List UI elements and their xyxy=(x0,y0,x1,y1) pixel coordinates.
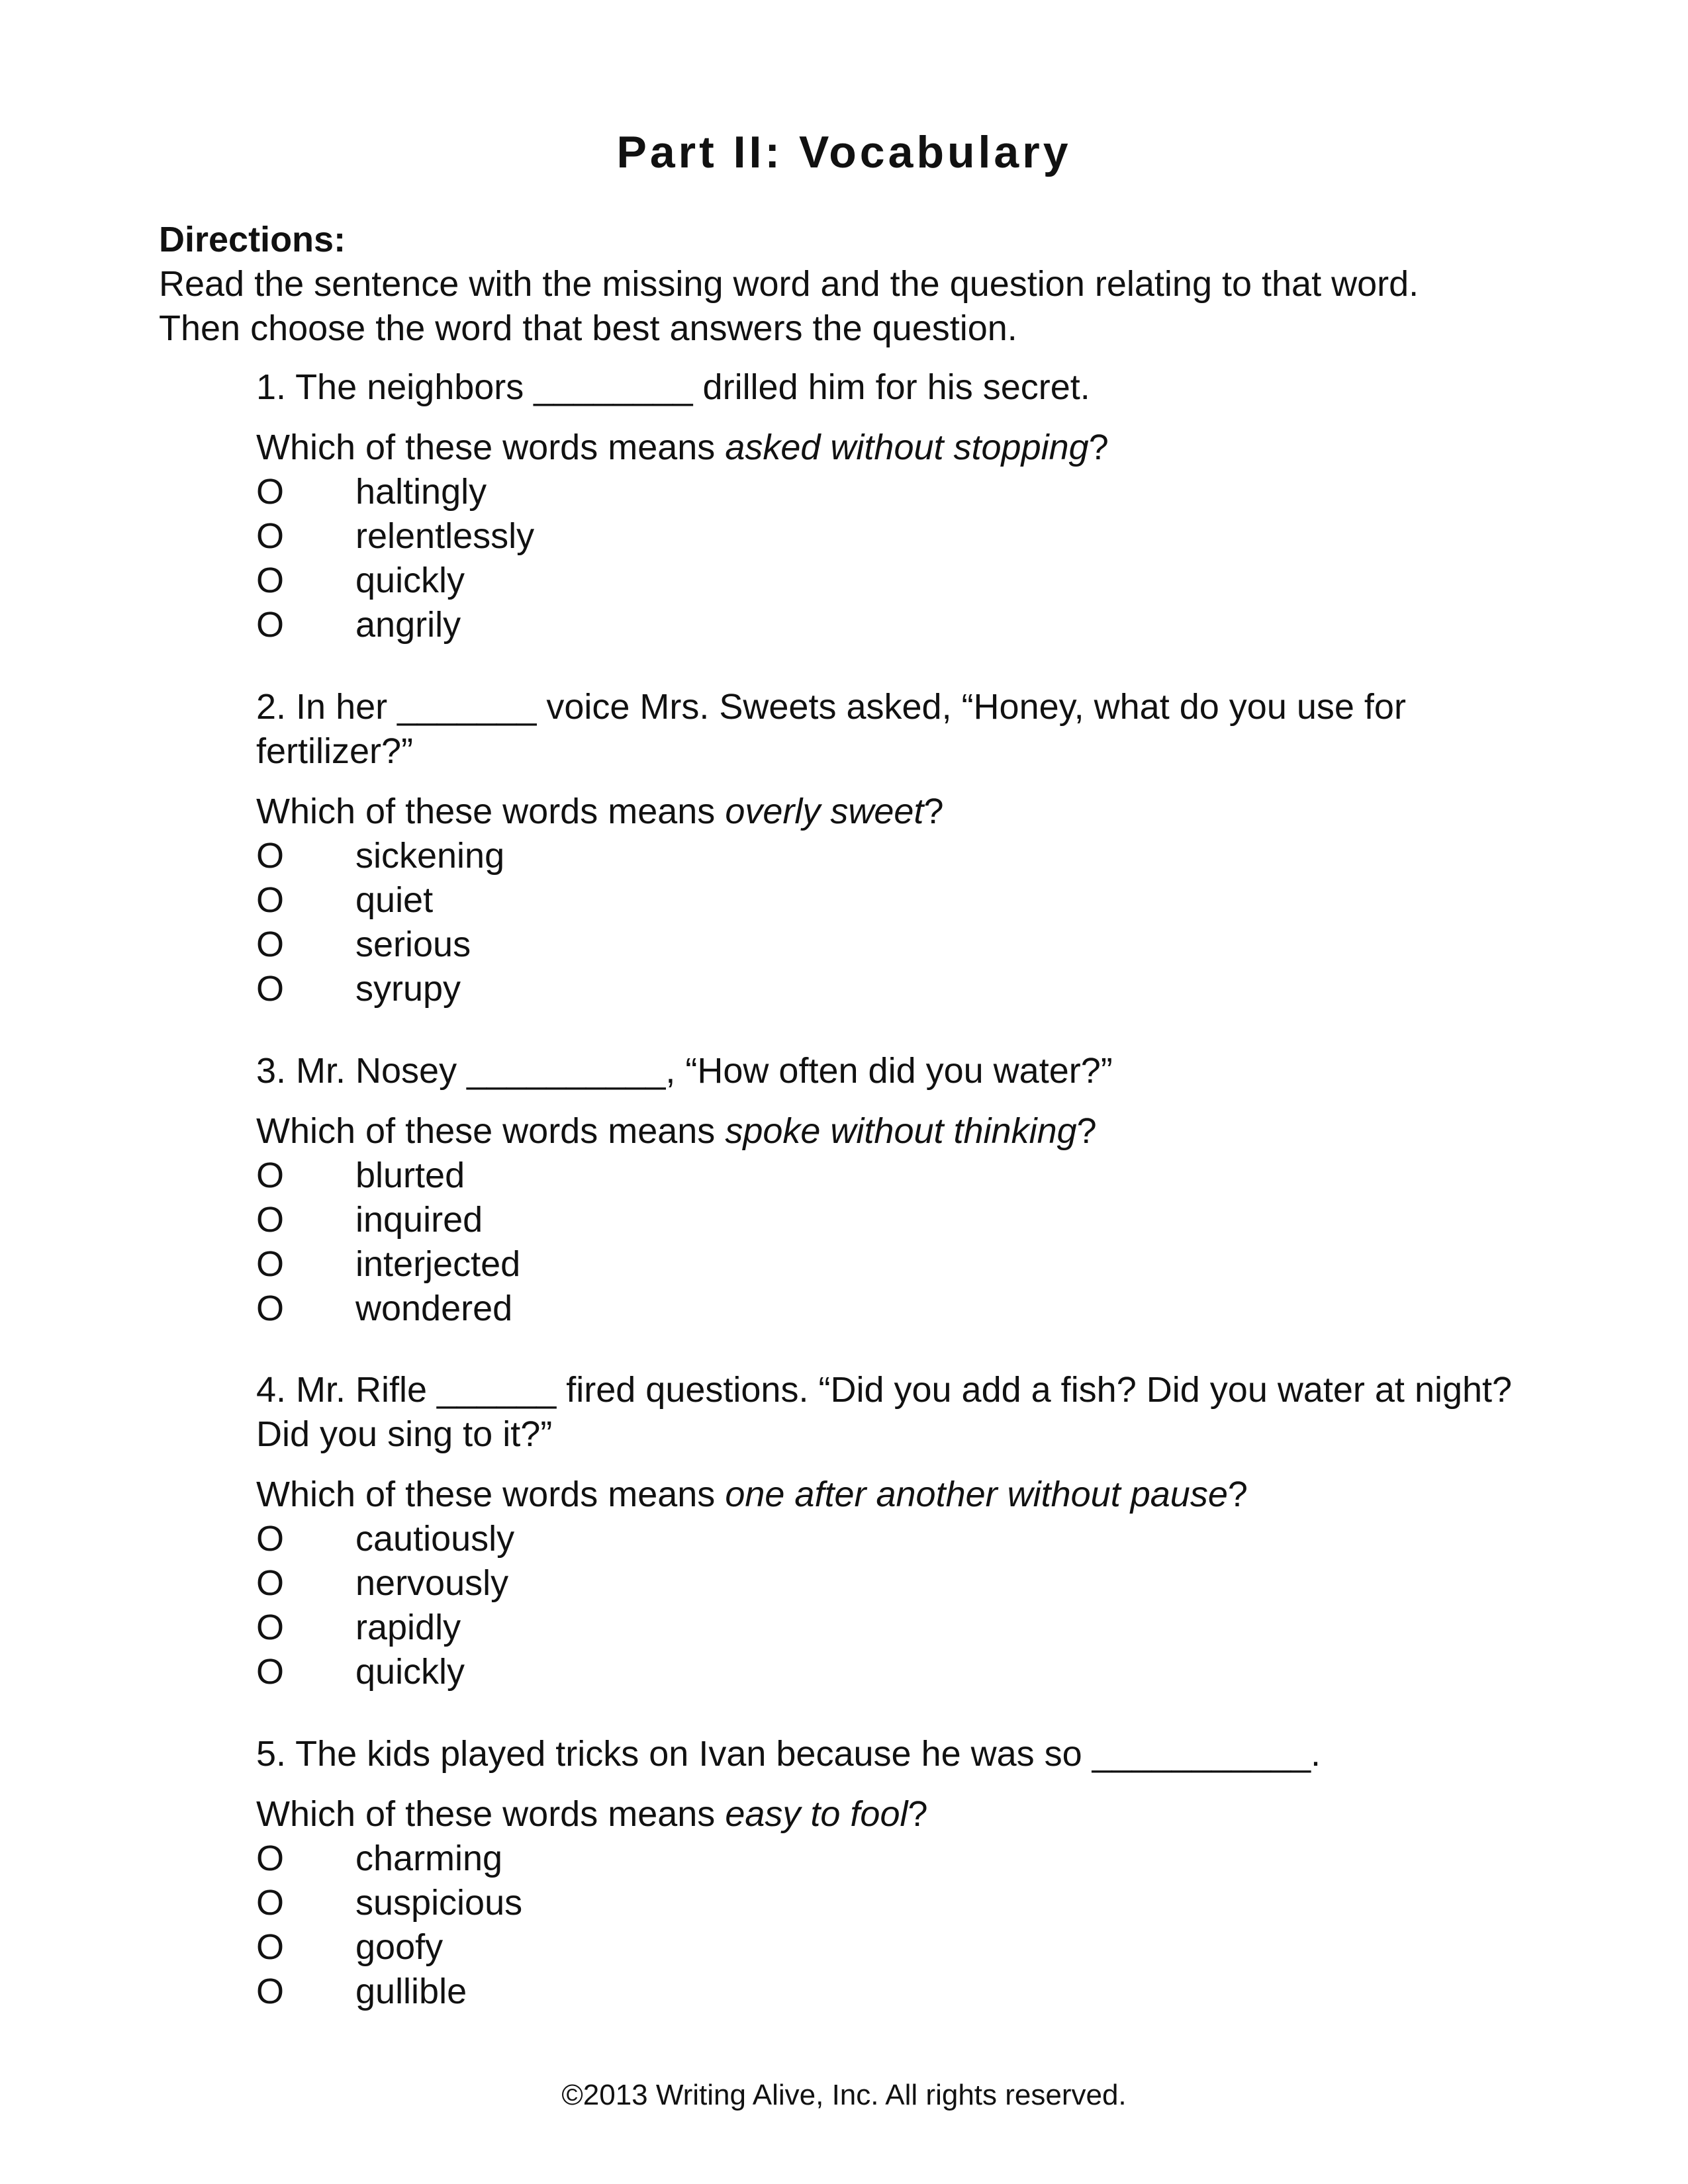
option-label: inquired xyxy=(355,1200,483,1240)
question-prompt xyxy=(256,1109,1554,1154)
radio-circle-icon[interactable]: O xyxy=(256,1652,285,1692)
directions-text xyxy=(159,262,1562,351)
directions-heading: Directions: xyxy=(159,220,346,259)
answer-option[interactable] xyxy=(256,1925,1554,1970)
answer-option[interactable] xyxy=(256,1650,1554,1694)
option-label: angrily xyxy=(355,605,461,645)
answer-option[interactable] xyxy=(256,1837,1554,1881)
prompt-end: ? xyxy=(908,1794,928,1834)
answer-option[interactable] xyxy=(256,1970,1554,2014)
prompt-end: ? xyxy=(1076,1111,1097,1151)
answer-option[interactable] xyxy=(256,514,1554,559)
option-label: blurted xyxy=(355,1156,465,1195)
option-label: relentlessly xyxy=(355,516,535,556)
answer-option[interactable] xyxy=(256,1606,1554,1650)
radio-circle-icon[interactable]: O xyxy=(256,969,285,1009)
prompt-text: Which of these words means xyxy=(256,1111,726,1151)
radio-circle-icon[interactable]: O xyxy=(256,925,285,964)
option-label: syrupy xyxy=(355,969,461,1009)
question-sentence: 4. Mr. Rifle ______ fired questions. “Did you add a fish? Did you water at night? Did you sing to it?” xyxy=(256,1370,1513,1454)
question-sentence: 2. In her _______ voice Mrs. Sweets asked, “Honey, what do you use for fertilizer?” xyxy=(256,687,1406,771)
option-label: suspicious xyxy=(355,1883,523,1923)
option-label: quickly xyxy=(355,561,465,600)
answer-options xyxy=(256,834,1554,1011)
answer-options xyxy=(256,470,1554,647)
question-4 xyxy=(256,1368,1554,1694)
option-label: gullible xyxy=(355,1972,467,2011)
question-prompt xyxy=(256,1792,1554,1837)
radio-circle-icon[interactable]: O xyxy=(256,1289,285,1328)
answer-option[interactable] xyxy=(256,878,1554,923)
question-prompt xyxy=(256,426,1554,470)
answer-option[interactable] xyxy=(256,470,1554,514)
radio-circle-icon[interactable]: O xyxy=(256,1608,285,1647)
radio-circle-icon[interactable]: O xyxy=(256,1927,285,1967)
answer-option[interactable] xyxy=(256,1287,1554,1331)
radio-circle-icon[interactable]: O xyxy=(256,1519,285,1559)
radio-circle-icon[interactable]: O xyxy=(256,1156,285,1195)
radio-circle-icon[interactable]: O xyxy=(256,1244,285,1284)
option-label: rapidly xyxy=(355,1608,461,1647)
question-prompt xyxy=(256,790,1554,834)
radio-circle-icon[interactable]: O xyxy=(256,880,285,920)
prompt-definition: asked without stopping xyxy=(725,428,1089,467)
answer-option[interactable] xyxy=(256,1881,1554,1925)
radio-circle-icon[interactable]: O xyxy=(256,1563,285,1603)
answer-options xyxy=(256,1837,1554,2014)
answer-options xyxy=(256,1154,1554,1331)
question-sentence: 5. The kids played tricks on Ivan because he was so ___________. xyxy=(256,1734,1321,1774)
question-5 xyxy=(256,1732,1554,2014)
radio-circle-icon[interactable]: O xyxy=(256,836,285,876)
prompt-text: Which of these words means xyxy=(256,428,726,467)
question-3 xyxy=(256,1049,1554,1331)
page-title: Part II: Vocabulary xyxy=(616,127,1072,177)
answer-option[interactable] xyxy=(256,967,1554,1011)
option-label: sickening xyxy=(355,836,505,876)
answer-option[interactable] xyxy=(256,834,1554,878)
option-label: interjected xyxy=(355,1244,521,1284)
prompt-definition: overly sweet xyxy=(725,792,924,831)
option-label: charming xyxy=(355,1839,503,1878)
radio-circle-icon[interactable]: O xyxy=(256,1972,285,2011)
radio-circle-icon[interactable]: O xyxy=(256,605,285,645)
prompt-definition: one after another without pause xyxy=(725,1475,1228,1514)
prompt-end: ? xyxy=(923,792,944,831)
radio-circle-icon[interactable]: O xyxy=(256,1200,285,1240)
directions-line: Read the sentence with the missing word and the question relating to that word. xyxy=(159,264,1419,304)
radio-circle-icon[interactable]: O xyxy=(256,561,285,600)
answer-option[interactable] xyxy=(256,1154,1554,1198)
option-label: serious xyxy=(355,925,471,964)
question-sentence: 3. Mr. Nosey __________, “How often did you water?” xyxy=(256,1051,1113,1091)
question-prompt xyxy=(256,1473,1554,1517)
prompt-text: Which of these words means xyxy=(256,792,726,831)
answer-option[interactable] xyxy=(256,923,1554,967)
radio-circle-icon[interactable]: O xyxy=(256,516,285,556)
prompt-definition: spoke without thinking xyxy=(725,1111,1077,1151)
prompt-text: Which of these words means xyxy=(256,1475,726,1514)
option-label: nervously xyxy=(355,1563,509,1603)
question-sentence: 1. The neighbors ________ drilled him for his secret. xyxy=(256,367,1090,407)
answer-option[interactable] xyxy=(256,1198,1554,1242)
option-label: haltingly xyxy=(355,472,487,512)
directions-line: Then choose the word that best answers the question. xyxy=(159,308,1017,348)
option-label: wondered xyxy=(355,1289,513,1328)
radio-circle-icon[interactable]: O xyxy=(256,1839,285,1878)
prompt-definition: easy to fool xyxy=(725,1794,908,1834)
radio-circle-icon[interactable]: O xyxy=(256,1883,285,1923)
copyright-footer: ©2013 Writing Alive, Inc. All rights reserved. xyxy=(561,2079,1127,2111)
answer-option[interactable] xyxy=(256,1517,1554,1561)
answer-option[interactable] xyxy=(256,559,1554,603)
option-label: cautiously xyxy=(355,1519,515,1559)
question-1 xyxy=(256,365,1554,647)
prompt-text: Which of these words means xyxy=(256,1794,726,1834)
option-label: quiet xyxy=(355,880,434,920)
question-2 xyxy=(256,685,1554,1011)
prompt-end: ? xyxy=(1227,1475,1248,1514)
radio-circle-icon[interactable]: O xyxy=(256,472,285,512)
answer-option[interactable] xyxy=(256,1242,1554,1287)
option-label: quickly xyxy=(355,1652,465,1692)
option-label: goofy xyxy=(355,1927,444,1967)
answer-option[interactable] xyxy=(256,1561,1554,1606)
answer-option[interactable] xyxy=(256,603,1554,647)
answer-options xyxy=(256,1517,1554,1694)
prompt-end: ? xyxy=(1088,428,1109,467)
